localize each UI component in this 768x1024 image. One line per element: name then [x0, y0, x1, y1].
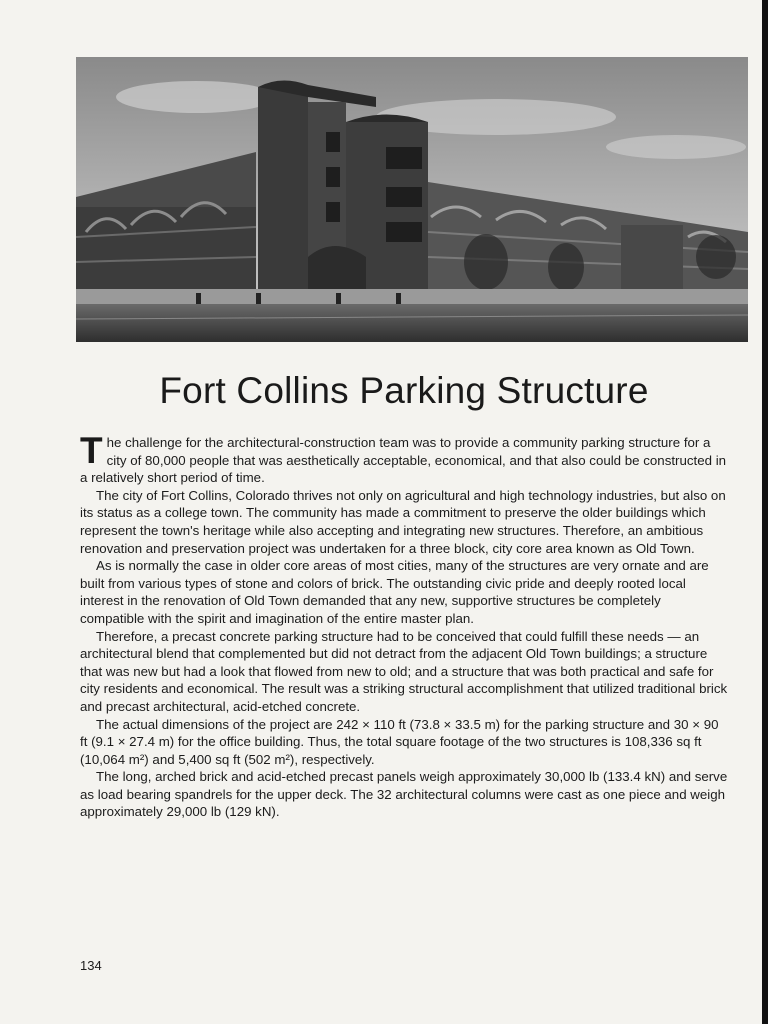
paragraph-1: [80, 430, 728, 487]
article-title: Fort Collins Parking Structure: [159, 370, 649, 411]
paragraph-5: The actual dimensions of the project are 242 × 110 ft (73.8 × 33.5 m) for the parking structure and 30 × 90 ft (9.1 × 27.4 m) for the office building. Thus, the total square footage of the two structures is 108,336 sq ft (10,064 m²) and 5,400 sq ft (502 m²), respectively.: [80, 716, 719, 767]
paragraph-2: The city of Fort Collins, Colorado thrives not only on agricultural and high technology industries, but also on its status as a college town. The community has made a commitment to preserve the older buildings which represent the town's heritage while also accepting and integrating new structures. Therefore, an ambitious renovation and preservation project was undertaken for a three block, city core area known as Old Town.: [80, 487, 726, 556]
page-number: 134: [80, 958, 102, 973]
paragraph-6: The long, arched brick and acid-etched precast panels weigh approximately 30,000 lb (133.4 kN) and serve as load bearing spandrels for the upper deck. The 32 architectural columns were cast as one piece and weigh approximately 29,000 lb (129 kN).: [80, 769, 728, 820]
article-body: [80, 430, 728, 821]
paragraph-text: he challenge for the architectural-construction team was to provide a community parking structure for a city of 80,000 people that was aesthetically acceptable, economical, and that also could be constructed in a relatively short period of time.: [80, 435, 727, 486]
page-edge: [762, 0, 768, 1024]
paragraph-4: Therefore, a precast concrete parking structure had to be conceived that could fulfill these needs — an architectural blend that complemented but did not detract from the adjacent Old Town buildings; a structure that was new but had a look that flowed from new to old; and a structure that was both practical and safe for city residents and economical. The result was a striking structural accomplishment that utilized traditional brick and precast architectural, acid-etched concrete.: [80, 628, 728, 714]
drop-cap: T: [80, 430, 103, 471]
parking-structure-photo: [76, 57, 748, 342]
paragraph-3: As is normally the case in older core areas of most cities, many of the structures are very ornate and are built from various types of stone and colors of brick. The outstanding civic pride and deeply rooted local interest in the renovation of Old Town demanded that any new, supportive structures be completely compatible with the spirit and imagination of the entire master plan.: [80, 558, 709, 626]
